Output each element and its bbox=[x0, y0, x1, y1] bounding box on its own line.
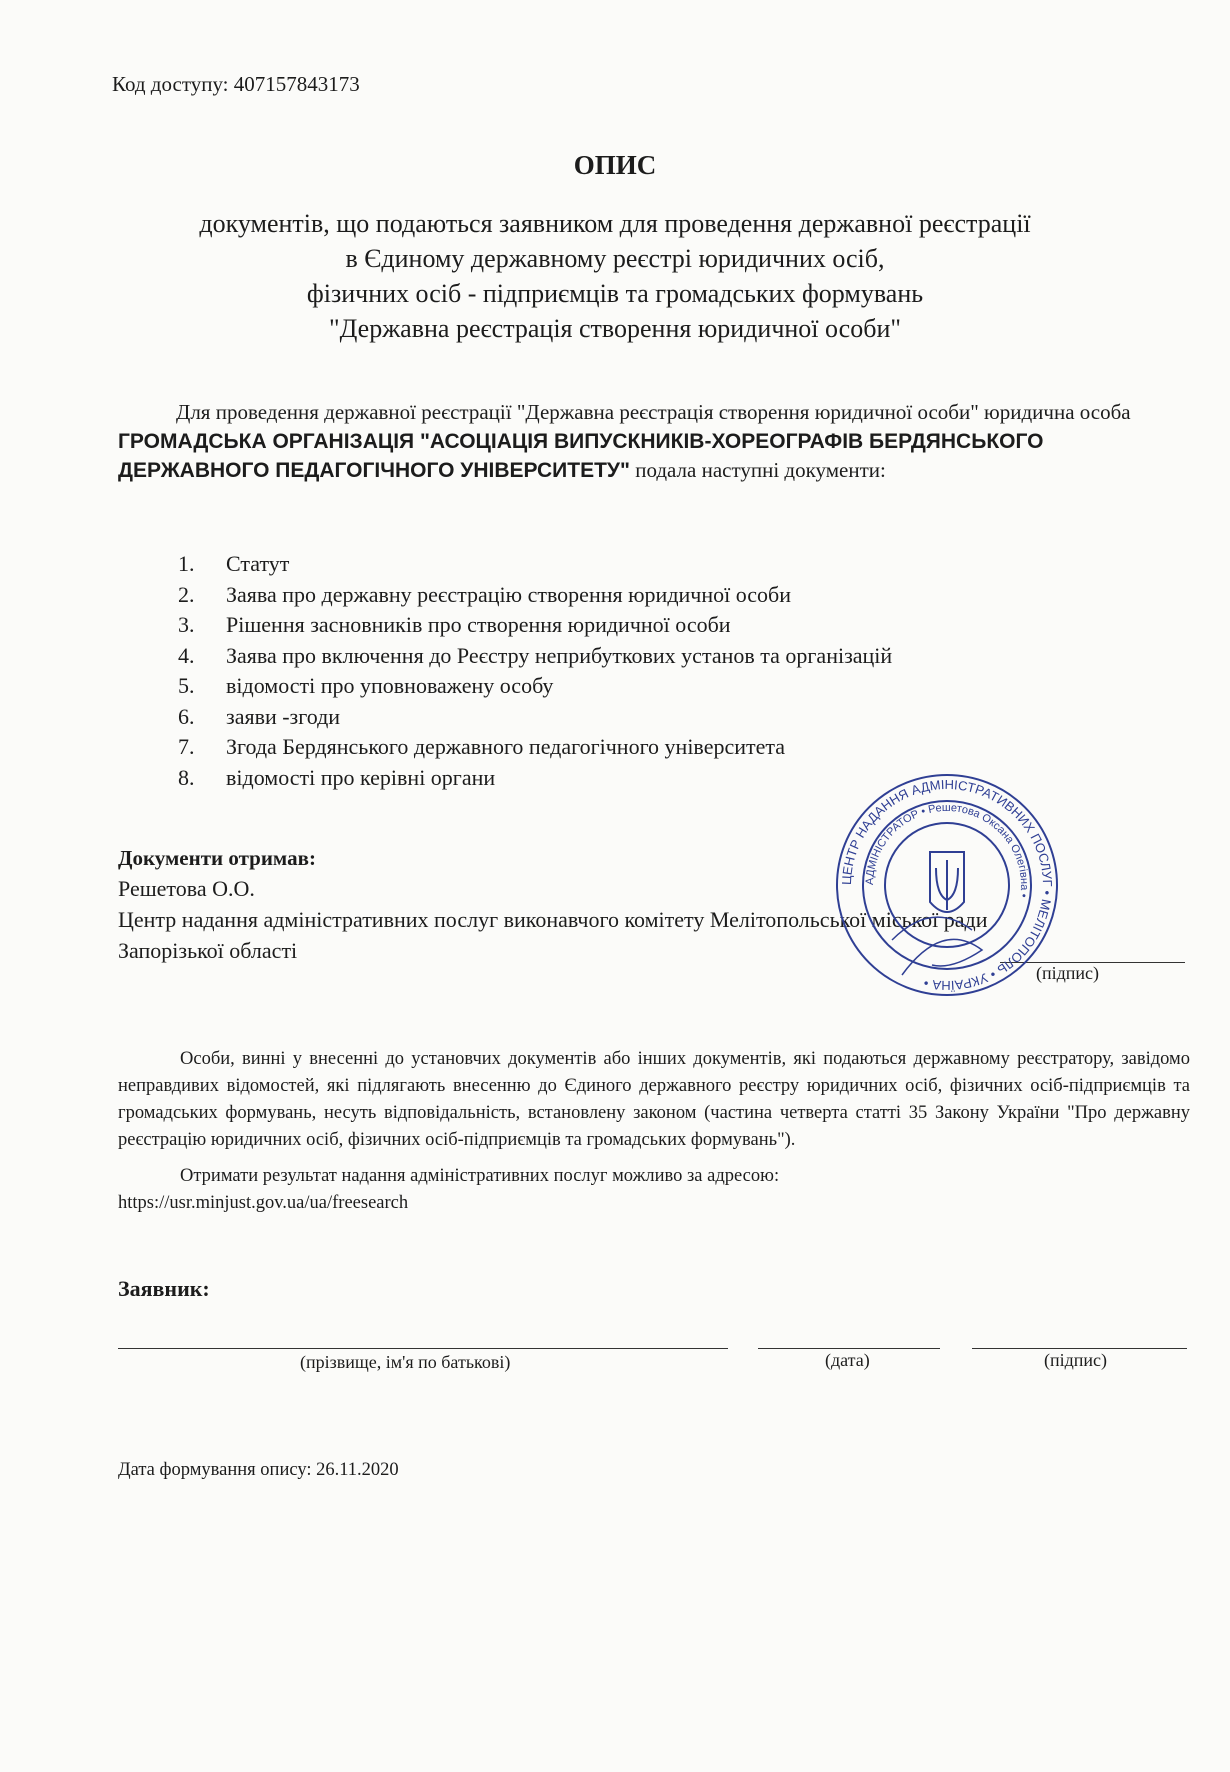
subtitle-line: фізичних осіб - підприємців та громадських формувань bbox=[306, 279, 924, 308]
subtitle-line: документів, що подаються заявником для проведення державної реєстрації bbox=[199, 209, 1031, 238]
applicant-name-line bbox=[118, 1348, 728, 1349]
applicant-signature-line bbox=[972, 1348, 1187, 1349]
item-text: Статут bbox=[226, 551, 290, 576]
applicant-name-label: (прізвище, ім'я по батькові) bbox=[300, 1352, 511, 1372]
access-code: Код доступу: 407157843173 bbox=[112, 72, 360, 96]
list-item bbox=[178, 610, 892, 641]
subtitle-line: в Єдиному державному реєстрі юридичних осіб, bbox=[345, 244, 885, 273]
item-text: відомості про керівні органи bbox=[226, 764, 496, 790]
applicant-date-line bbox=[758, 1348, 940, 1349]
liability-notice bbox=[118, 1046, 1190, 1154]
item-number: 2. bbox=[178, 581, 195, 607]
list-item bbox=[178, 763, 892, 794]
documents-list bbox=[178, 549, 892, 793]
intro-text: Для проведення державної реєстрації "Державна реєстрація створення юридичної особи" юридична особа bbox=[176, 400, 1131, 424]
receiver-signature-label: (підпис) bbox=[1036, 963, 1100, 983]
document-subtitle bbox=[0, 206, 1230, 346]
item-text: заяви -згоди bbox=[226, 703, 341, 729]
item-text: Заява про включення до Реєстру неприбуткових установ та організацій bbox=[226, 642, 893, 668]
applicant-signature-label: (підпис) bbox=[1044, 1350, 1108, 1370]
received-label: Документи отримав: bbox=[118, 846, 316, 870]
item-number: 1. bbox=[178, 551, 195, 576]
applicant-date-label: (дата) bbox=[825, 1350, 870, 1370]
organization-name: ГРОМАДСЬКА ОРГАНІЗАЦІЯ "АСОЦІАЦІЯ ВИПУСКНИКІВ-ХОРЕОГРАФІВ БЕРДЯНСЬКОГО ДЕРЖАВНОГО ПЕДАГОГІЧНОГО УНІВЕРСИТЕТУ" bbox=[118, 430, 1044, 482]
item-number: 7. bbox=[178, 734, 195, 759]
item-number: 8. bbox=[178, 764, 195, 790]
list-item bbox=[178, 671, 892, 702]
list-item bbox=[178, 580, 892, 611]
item-number: 6. bbox=[178, 703, 195, 729]
item-number: 4. bbox=[178, 642, 195, 668]
notice-text: Особи, винні у внесенні до установчих документів або інших документів, які подаються державному реєстратору, завідомо неправдивих відомостей, які підлягають внесенню до Єдиного державного реєстру юридичних осіб, фізичних осіб-підприємців та громадських формувань, несуть відповідальність, встановлену законом (частина четверта статті 35 Закону України "Про державну реєстрацію юридичних осіб, фізичних осіб-підприємців та громадських формувань"). bbox=[118, 1049, 1190, 1150]
applicant-label: Заявник: bbox=[118, 1276, 210, 1301]
item-text: Рішення засновників про створення юридичної особи bbox=[226, 612, 731, 637]
official-stamp-icon bbox=[832, 770, 1062, 1000]
stamp-outer-text: ЦЕНТР НАДАННЯ АДМІНІСТРАТИВНИХ ПОСЛУГ • МЕЛІТОПОЛЬ • УКРАЇНА • bbox=[838, 776, 1056, 994]
intro-text-end: подала наступні документи: bbox=[629, 458, 886, 482]
list-item bbox=[178, 549, 892, 580]
subtitle-line: "Державна реєстрація створення юридичної особи" bbox=[329, 314, 901, 343]
item-number: 5. bbox=[178, 673, 195, 698]
formation-date: Дата формування опису: 26.11.2020 bbox=[118, 1460, 399, 1480]
list-item bbox=[178, 702, 892, 733]
stamp-inner-text: АДМІНІСТРАТОР • Решетова Оксана Олегівна • bbox=[863, 801, 1031, 899]
item-text: Заява про державну реєстрацію створення юридичної особи bbox=[226, 581, 792, 607]
result-info-text: Отримати результат надання адміністративних послуг можливо за адресою: bbox=[180, 1166, 780, 1186]
document-title: ОПИС bbox=[573, 150, 657, 180]
item-text: Згода Бердянського державного педагогічного університета bbox=[226, 734, 786, 759]
item-text: відомості про уповноважену особу bbox=[226, 673, 554, 698]
received-by-name: Решетова О.О. bbox=[118, 876, 255, 901]
intro-paragraph bbox=[118, 398, 1158, 485]
list-item bbox=[178, 641, 892, 672]
list-item bbox=[178, 732, 892, 763]
item-number: 3. bbox=[178, 612, 195, 637]
result-url[interactable]: https://usr.minjust.gov.ua/ua/freesearch bbox=[118, 1193, 409, 1213]
received-by-organization: Центр надання адміністративних послуг виконавчого комітету Мелітопольської міської ради Запорізької області bbox=[118, 907, 988, 963]
